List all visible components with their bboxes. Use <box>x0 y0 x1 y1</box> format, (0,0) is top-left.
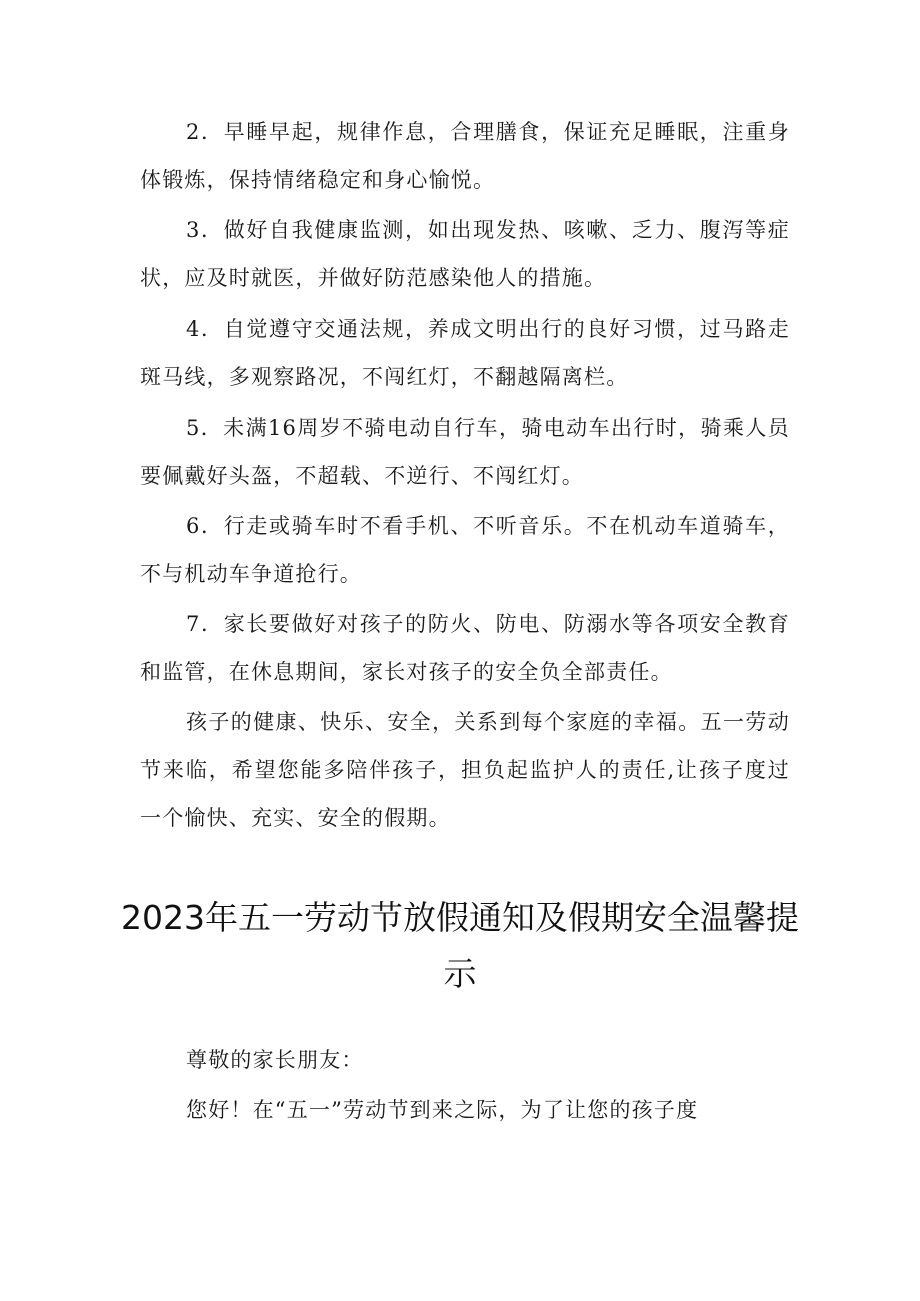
salutation: 尊敬的家长朋友： <box>186 1048 364 1072</box>
safety-item-4: 4．自觉遵守交通法规，养成文明出行的良好习惯，过马路走斑马线，多观察路况，不闯红灯，不翻越隔离栏。 <box>140 317 790 389</box>
safety-item-7: 7．家长要做好对孩子的防火、防电、防溺水等各项安全教育和监管，在休息期间，家长对孩子的安全负全部责任。 <box>140 612 790 684</box>
notice-title: 2023年五一劳动节放假通知及假期安全温馨提示 <box>121 898 799 993</box>
safety-item-5: 5．未满16周岁不骑电动自行车，骑电动车出行时，骑乘人员要佩戴好头盔，不超载、不逆行、不闯红灯。 <box>140 416 790 488</box>
safety-item-3: 3．做好自我健康监测，如出现发热、咳嗽、乏力、腹泻等症状，应及时就医，并做好防范感染他人的措施。 <box>140 218 790 290</box>
safety-item-6: 6．行走或骑车时不看手机、不听音乐。不在机动车道骑车，不与机动车争道抢行。 <box>140 514 790 586</box>
closing-paragraph: 孩子的健康、快乐、安全，关系到每个家庭的幸福。五一劳动节来临，希望您能多陪伴孩子，担负起监护人的责任,让孩子度过一个愉快、充实、安全的假期。 <box>140 710 790 830</box>
greeting-line: 您好！在“五一”劳动节到来之际，为了让您的孩子度 <box>186 1098 699 1122</box>
safety-item-2: 2．早睡早起，规律作息，合理膳食，保证充足睡眠，注重身体锻炼，保持情绪稳定和身心愉悦。 <box>140 120 790 192</box>
